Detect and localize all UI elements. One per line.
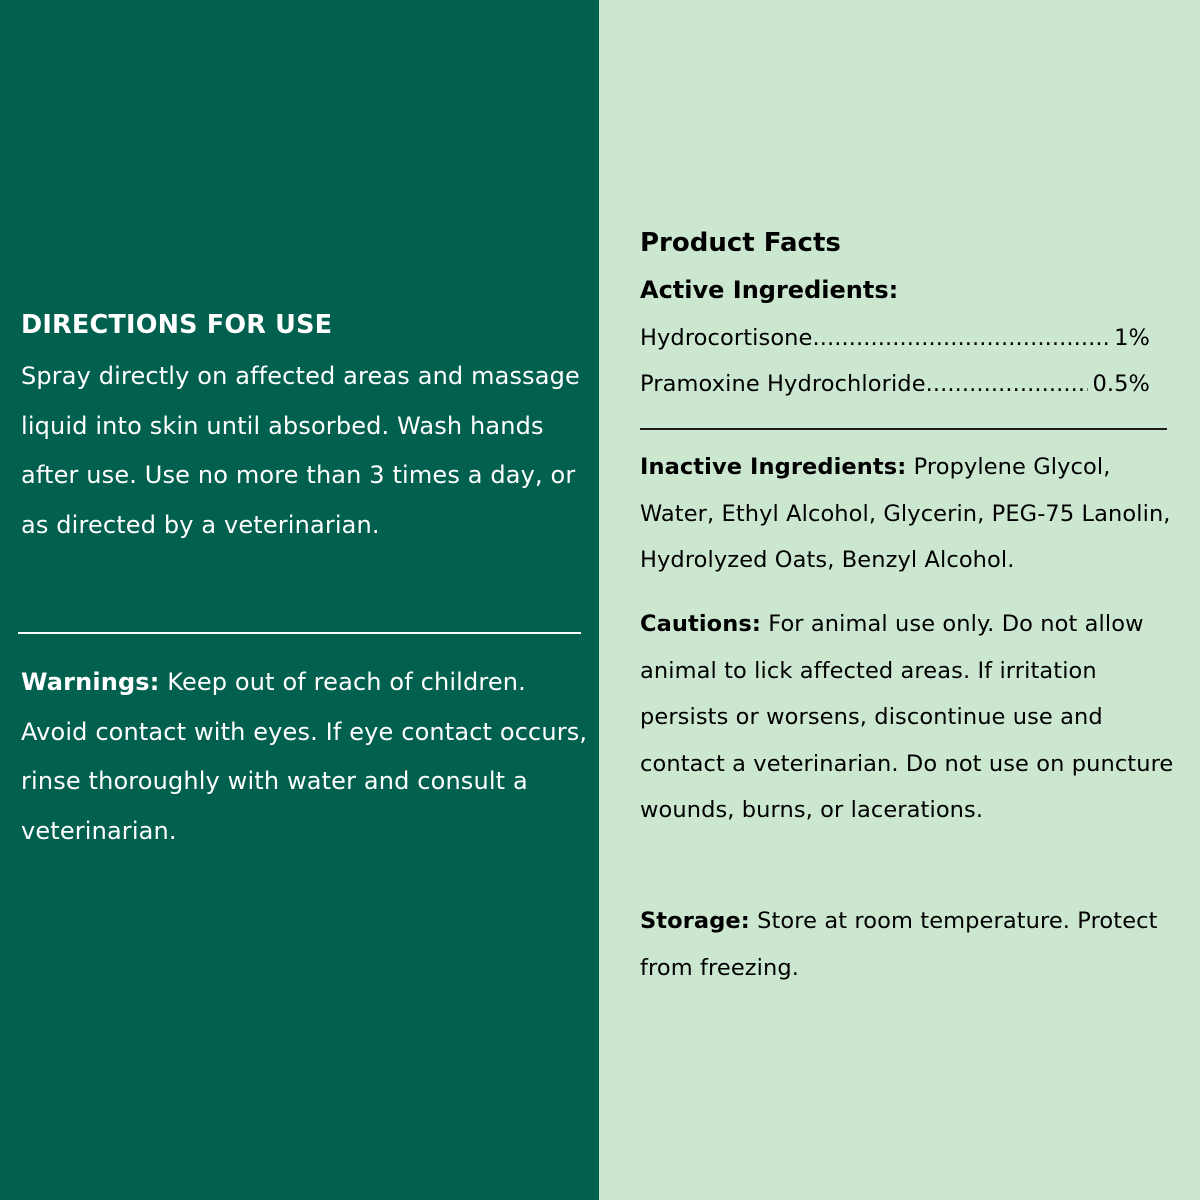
product-facts-title: Product Facts <box>640 228 841 258</box>
directions-section <box>21 306 586 550</box>
ingredient-amount: 0.5% <box>1092 371 1150 397</box>
ingredient-name: Pramoxine Hydrochloride <box>640 371 926 397</box>
warnings-text: Keep out of reach of children. Avoid contact with eyes. If eye contact occurs, rinse thoroughly with water and consult a veterinarian. <box>21 668 588 845</box>
directions-heading: DIRECTIONS FOR USE <box>21 310 333 340</box>
warnings-section <box>21 658 591 856</box>
dot-leader <box>813 320 1111 356</box>
ingredient-name: Hydrocortisone <box>640 325 813 351</box>
product-facts-panel <box>599 0 1200 1200</box>
right-divider <box>640 428 1167 430</box>
inactive-ingredients-label: Inactive Ingredients: <box>640 454 907 480</box>
dot-leader <box>926 366 1089 402</box>
active-ingredients-title: Active Ingredients: <box>640 276 899 304</box>
warnings-label: Warnings: <box>21 668 160 696</box>
ingredient-amount: 1% <box>1114 325 1150 351</box>
directions-text: Spray directly on affected areas and massage liquid into skin until absorbed. Wash hands after use. Use no more than 3 times a day, or as directed by a veterinarian. <box>21 362 580 539</box>
inactive-ingredients-text: Propylene Glycol, Water, Ethyl Alcohol, Glycerin, PEG-75 Lanolin, Hydrolyzed Oats, Benzyl Alcohol. <box>640 454 1171 573</box>
cautions-section <box>640 601 1185 834</box>
active-ingredient-row <box>640 320 1150 356</box>
storage-text: Store at room temperature. Protect from freezing. <box>640 908 1158 981</box>
storage-section <box>640 898 1185 991</box>
cautions-text: For animal use only. Do not allow animal to lick affected areas. If irritation persists or worsens, discontinue use and contact a veterinarian. Do not use on puncture wounds, burns, or lacerations. <box>640 611 1174 823</box>
inactive-ingredients-section <box>640 444 1185 584</box>
cautions-label: Cautions: <box>640 611 761 637</box>
storage-label: Storage: <box>640 908 750 934</box>
left-divider <box>18 632 581 634</box>
directions-panel <box>0 0 599 1200</box>
active-ingredient-row <box>640 366 1150 402</box>
